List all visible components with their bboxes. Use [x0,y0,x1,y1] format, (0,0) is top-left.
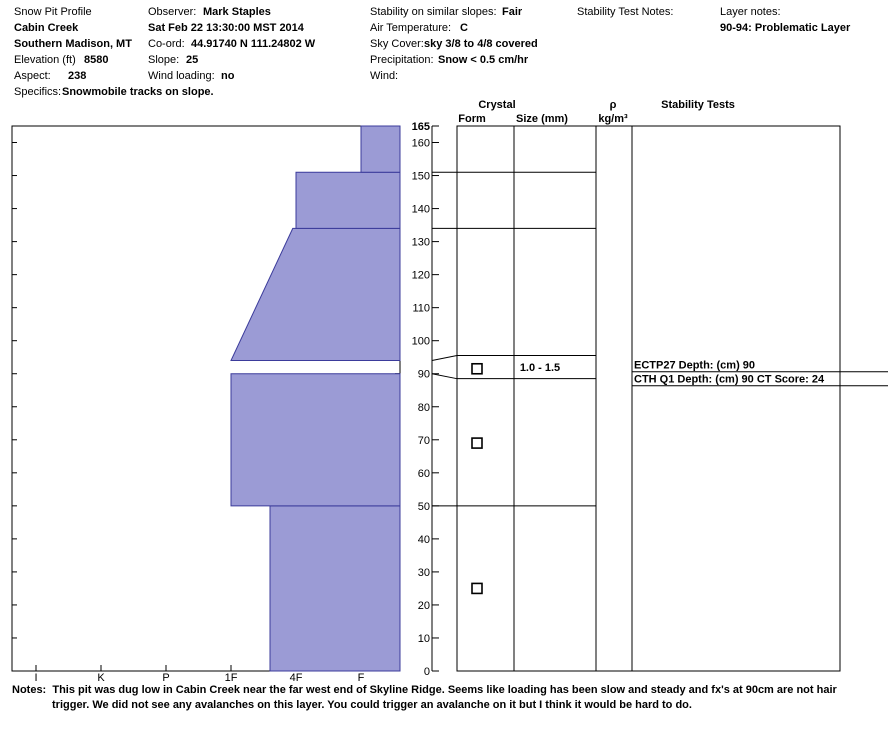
hardness-layer-1 [270,506,400,671]
size-header: Size (mm) [516,113,568,125]
hardness-label-I: I [34,672,38,684]
height-tick-label: 130 [411,236,430,249]
notes-line-2: trigger. We did not see any avalanches on this layer. You could trigger an avalanche on it but I think it would be hard to do. [52,699,692,711]
observer-label: Observer: [148,6,197,18]
stability-label: Stability on similar slopes: [370,6,497,18]
aspect-label: Aspect: [14,70,51,82]
height-tick-label: 40 [417,533,430,546]
air-temp-value: C [460,22,468,34]
aspect-value: 238 [68,70,87,82]
datetime: Sat Feb 22 13:30:00 MST 2014 [148,22,304,34]
height-tick-label: 50 [417,500,430,513]
slope-value: 25 [186,54,199,66]
notes-label: Notes: [12,684,47,696]
height-tick-label: 30 [417,566,430,579]
height-tick-label: 120 [411,269,430,282]
wind-loading-value: no [221,70,235,82]
height-tick-label: 70 [417,434,430,447]
crystal-size-1: 1.0 - 1.5 [519,361,561,374]
hardness-label-P: P [162,672,170,684]
hardness-layer-2 [231,374,400,506]
density-unit-header: kg/m³ [598,113,628,125]
sky-value: sky 3/8 to 4/8 covered [424,38,538,50]
location-name: Cabin Creek [14,22,79,34]
region-name: Southern Madison, MT [14,38,132,50]
notes-block [12,683,872,713]
elevation-label: Elevation (ft) [14,54,76,66]
hardness-label-4F: 4F [289,672,303,684]
specifics-label: Specifics: [14,86,62,98]
observer-value: Mark Staples [203,6,271,18]
precip-label: Precipitation: [370,54,434,66]
coord-value: 44.91740 N 111.24802 W [191,38,316,50]
elevation-value: 8580 [84,54,109,66]
layer-notes-label: Layer notes: [720,6,781,18]
height-tick-label: 60 [417,467,430,480]
height-tick-label: 10 [417,632,430,645]
crystal-form-marker-3 [472,583,482,593]
coord-label: Co-ord: [148,38,185,50]
height-tick-label: 160 [411,137,430,150]
height-tick-label: 140 [411,203,430,216]
stability-test-1: ECTP27 Depth: (cm) 90 [634,359,756,372]
height-tick-label: 20 [417,599,430,612]
height-tick-label: 110 [412,302,430,315]
stability-tests-header: Stability Tests [661,99,735,111]
precip-value: Snow < 0.5 cm/hr [438,54,529,66]
height-tick-label: 100 [411,335,430,348]
crystal-header: Crystal [478,99,516,111]
hardness-label-F: F [357,672,365,684]
air-temp-label: Air Temperature: [370,22,452,34]
hardness-layer-4 [296,172,400,228]
profile-title: Snow Pit Profile [14,6,92,18]
rho-header: ρ [609,99,617,111]
crystal-form-marker-2 [472,438,482,448]
hardness-layer-3 [231,228,400,360]
slope-label: Slope: [148,54,180,66]
height-tick-label: 0 [423,666,430,678]
form-header: Form [458,113,486,125]
stability-test-notes-label: Stability Test Notes: [577,6,674,18]
hardness-label-1F: 1F [224,672,238,684]
height-tick-label: 165 [411,121,430,133]
stability-value: Fair [502,6,523,18]
notes-line-1: This pit was dug low in Cabin Creek near the far west end of Skyline Ridge. Seems like loading has been slow and steady and fx's at 90cm are not hair [52,684,837,696]
hardness-layer-5 [361,126,400,172]
height-tick-label: 90 [417,368,430,381]
hardness-label-K: K [97,672,105,684]
stability-test-2: CTH Q1 Depth: (cm) 90 CT Score: 24 [634,373,825,386]
height-tick-label: 150 [411,170,430,183]
wind-label: Wind: [370,70,399,82]
wind-loading-label: Wind loading: [148,70,215,82]
specifics-value: Snowmobile tracks on slope. [62,86,214,98]
layer-notes-value: 90-94: Problematic Layer [720,22,851,34]
height-tick-label: 80 [417,401,430,414]
crystal-form-marker-1 [472,364,482,374]
sky-label: Sky Cover: [370,38,424,50]
